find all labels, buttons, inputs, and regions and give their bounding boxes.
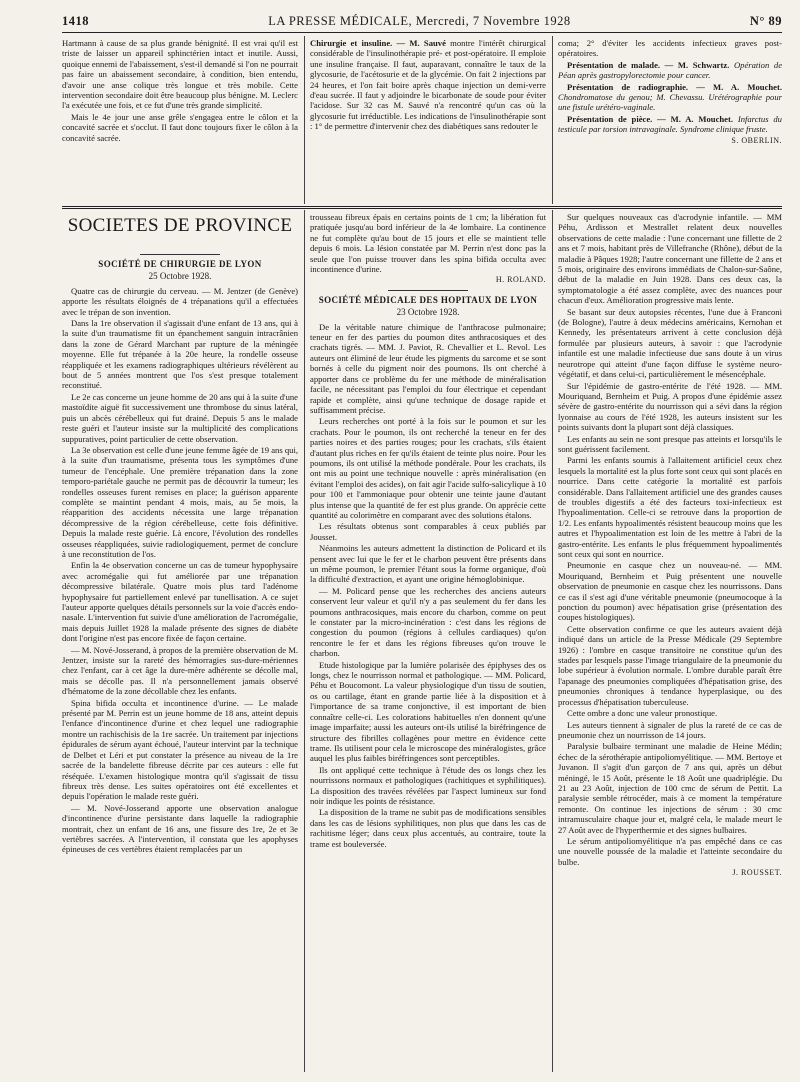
header-rule — [62, 32, 782, 33]
paragraph: Spina bifida occulta et incontinence d'urine. — Le malade présenté par M. Perrin est un jeune homme de 18 ans, atteint depuis l'enfance d'incontinence d'urine et chez lequel une radiographie montre un rachischisis de la 1re sacrée. Un traitement par injections épidurales de sérum ayant échoué, l'auteur intervint par la technique de Delbet et Léri et put constater la présence au niveau de la 1re sacrée de la bandelette fibreuse décrite par ces auteurs : elle fut réséquée. L'examen histologique montra qu'il s'agissait de tissu fibreux très dense. Les suites opératoires ont été excellentes et depuis l'opération le malade reste guéri. — [62, 697, 298, 802]
paragraph: coma; 2° d'éviter les accidents infectieux graves post-opératoires. — [558, 38, 782, 59]
paragraph: montre l'intérêt chirurgical considérable de l'insulinothérapie pré- et post-opératoire. Il emploie une insuline française. Il faut, auparavant, connaître le taux de la glycosurie, de l'acétosurie et de la glycémie. On fait 2 injections par 24 heures, et l'on fait boire après chaque injection un demi-verre d'eau sucrée. Il faut y adjoindre le bicarbonate de soude pour éviter l'acidose. Sur 32 cas M. Sauvé n'a rencontré qu'un cas où la glycosurie fut irréductible. Les indications de l'insulinothérapie sont : 1° de permettre d'intervenir chez des diabétiques sans redouter le — [310, 38, 546, 132]
top-column-1 — [62, 38, 298, 144]
article-title: Présentation de pièce. — M. A. Mouchet. — [567, 113, 733, 124]
paragraph: Dans la 1re observation il s'agissait d'une enfant de 13 ans, qui à la suite d'un traumatisme fit un épanchement sanguin intracrânien dans la zone de Gérard Marchant par rupture de la méningée moyenne. Elle fut trépanée à la 20e heure, la rondelle osseuse réappliquée et les examens radiographiques ultérieurs révélèrent au bout de 5 années montrent que l'os s'est presque totalement reconstitué. — [62, 318, 298, 391]
column-rule — [552, 36, 553, 204]
signature: H. ROLAND. — [495, 275, 546, 285]
paragraph: — M. Policard pense que les recherches des anciens auteurs conservent leur valeur et qu'il n'y a pas seulement du fer dans les poumons anthracosiques, mais encore du charbon, comme on peut le constater par la micro-incinération : c'est dans les régions de congestion du poumon (régions à cellules cardiaques) qu'on rencontre le fer et dans les régions fibreuses qu'on trouve le charbon. — [310, 585, 546, 659]
paragraph: Néanmoins les auteurs admettent la distinction de Policard et ils pensent avec lui que le fer et le charbon peuvent être présents dans un même poumon, le premier l'étant sous la forme organique, d'où la difficulté d'extraction, et ayant une origine hémoglobinique. — [310, 543, 546, 585]
paragraph: Le sérum antipoliomyélitique n'a pas empêché dans ce cas une nouvelle poussée de la maladie et l'atteinte secondaire du bulbe. — [558, 835, 782, 867]
paragraph: Cette ombre a donc une valeur pronostique. — [567, 708, 718, 719]
paragraph: Sur l'épidémie de gastro-entérite de l'été 1928. — MM. Mouriquand, Bernheim et Puig. A propos d'une épidémie assez sévère de gastro-entérite du nourrisson qui a sévi dans la région lyonnaise au cours de l'été 1928, les auteurs insistent sur les points suivants dont la plupart sont déjà classiques. — [558, 380, 782, 433]
publication-line: LA PRESSE MÉDICALE, Mercredi, 7 Novembre 1928 — [268, 13, 571, 28]
paragraph: Etude histologique par la lumière polarisée des épiphyses des os longs, chez le nourrisson normal et pathologique. — MM. Policard, Péhu et Boucomont. La valeur physiologique d'un tissu de soutien, os ou cartilage, étant en grande partie liée à la disposition et à l'importance de sa trame conjonctive, il est important de bien connaître celle-ci. Les colorations habituelles n'en donnent qu'une image imparfaite; aussi les auteurs ont-ils utilisé la biréfringence de structure des fibrilles collagènes pour mettre en évidence cette trame. Ils utilisent pour cela le microscope des minéralogistes, grâce auquel les plus faibles biréfringences sont perceptibles. — [310, 659, 546, 764]
paragraph: La disposition de la trame ne subit pas de modifications sensibles dans les cas de lésions syphilitiques, non plus que dans les cas de rachitisme léger; dans ceux plus accentués, au contraire, toute la trame est bouleversée. — [310, 807, 546, 849]
paragraph: Quatre cas de chirurgie du cerveau. — M. Jentzer (de Genève) apporte les résultats éloignés de 4 trépanations qu'il a effectuées avec le trépan de son invention. — [62, 285, 298, 317]
issue-number: N° 89 — [749, 13, 782, 28]
paragraph: Enfin la 4e observation concerne un cas de tumeur hypophysaire avec acromégalie qui fut améliorée par une trépanation décompressive bilatérale. Quatre mois plus tard l'adénome hypophysaire fut partiellement enlevé par tunellisation. A ce sujet l'auteur apporte quelques détails personnels sur la voie d'accès endo-nasale. L'intervention fut suivie d'une amélioration de l'acromégalie, mais depuis Juillet 1928 la malade présente des signes de diabète dont l'origine n'est pas encore fixée de façon certaine. — [62, 560, 298, 644]
paragraph: Leurs recherches ont porté à la fois sur le poumon et sur les crachats. Pour le poumon, ils ont recherché la teneur en fer des parties noires et des parties rouges; pour les crachats, s'ils étaient d'autant plus riches en fer qu'ils étaient de teinte plus noire. Pour les poumons, ils ont utilisé la méthode pondérale. Pour les crachats, ils ont mis au point une technique nouvelle : après minéralisation (en évitant l'emploi des acides), on fait agir l'acide sulfo-salicylique à 10 pour 100 et l'ammoniaque pour obtenir une teinte jaune d'autant plus intense que la quantité de fer est plus grande. On apprécie cette quantité au colorimètre en comparant avec des solutions étalons. — [310, 416, 546, 520]
society-heading: SOCIÉTÉ MÉDICALE DES HOPITAUX DE LYON — [318, 294, 538, 305]
column-3 — [558, 212, 782, 881]
article-title: Chirurgie et insuline. — M. Sauvé — [310, 38, 446, 48]
paragraph: Mais le 4e jour une anse grêle s'engagea entre le côlon et la concavité sacrée et s'occlut. Il faut donc toujours fixer le côlon à la concavité sacrée. — [62, 111, 298, 143]
article-title: Présentation de radiographie. — M. A. Mouchet. — [567, 81, 782, 92]
paragraph: Paralysie bulbaire terminant une maladie de Heine Médin; échec de la sérothérapie antipoliomyélitique. — MM. Bertoye et Juvanon. Il s'agit d'un garçon de 7 ans qui, après un début méningé, le 15 Août, présente le 18 Août une quadriplégie. Du 21 au 23 Août, injection de 100 cmc de sérum de Pettit. La paralysie semble rétrocéder, mais à ce moment la température remonte. On continue les injections de sérum : 30 cmc intramusculaire chaque jour et, malgré cela, le malade meurt le 27 Août avec de l'hyperthermie et des signes bulbaires. — [558, 741, 782, 835]
top-column-3 — [558, 38, 782, 148]
paragraph: Les auteurs tiennent à signaler de plus la rareté de ce cas de pneumonie chez un nourrisson de 14 jours. — [558, 719, 782, 740]
page-header — [62, 10, 782, 32]
column-rule — [552, 210, 553, 1072]
paragraph: Parmi les enfants soumis à l'allaitement artificiel ceux chez lesquels la mortalité est la plus forte sont ceux qui sont placés en nourrice. Dans cette catégorie la mortalité est parfois considérable. Dans l'allaitement artificiel une des grandes causes de troubles digestifs a été des facteurs toxi-infectieux est l'hypoalimentation. Celle-ci se retrouve dans la proportion de 1/2. Les enfants hypoalimentés résistent beaucoup moins que les autres et l'hypoalimentation est loin de les mettre à l'abri de la gastro-entérite. Les enfants le plus fréquemment hypoalimentés sont ceux qui sont en nourrice. — [558, 455, 782, 559]
top-column-2 — [310, 38, 546, 133]
section-title: SOCIETES DE PROVINCE — [67, 215, 293, 236]
paragraph: trousseau fibreux épais en certains points de 1 cm; la libération fut pratiquée jusqu'au bord inférieur de la 4e lombaire. La continence ne fut complète qu'au bout de 15 jours et elle se maintient telle depuis 6 mois. La lésion constatée par M. Perrin n'est donc pas la seule que l'on puisse trouver dans les spina bifida occulta avec incontinence d'urine. — [310, 212, 546, 275]
page-number: 1418 — [62, 13, 89, 28]
paragraph: Les enfants au sein ne sont presque pas atteints et lorsqu'ils le sont guérissent facilement. — [558, 433, 782, 454]
paragraph: Opération de Péan après gastropylorectomie pour cancer. — [558, 59, 783, 81]
paragraph: Ils ont appliqué cette technique à l'étude des os longs chez les nourrissons normaux et pathologiques (rachitiques et syphilitiques). La disposition des travées révélées par l'aspect lumineux sur fond noir indique les points de résistance. — [310, 764, 546, 806]
paragraph: Le 2e cas concerne un jeune homme de 20 ans qui à la suite d'une mastoïdite aiguë fit successivement une thrombose du sinus latéral, puis un abcès cérébelleux qui fut drainé. Depuis 5 ans le malade reste guéri et l'auteur insiste sur la multiplicité des complications suppuratives, point particulier de cette observation. — [62, 391, 298, 444]
paragraph: Les résultats obtenus sont comparables à ceux publiés par Jousset. — [310, 521, 546, 542]
society-heading: SOCIÉTÉ DE CHIRURGIE DE LYON — [98, 259, 262, 269]
divider — [388, 290, 468, 291]
paragraph: Infarctus du testicule par torsion intravaginale. Syndrome clinique fruste. — [558, 113, 782, 135]
column-rule — [304, 210, 305, 1072]
signature: J. ROUSSET. — [732, 868, 782, 878]
newspaper-page — [62, 10, 782, 1074]
column-1 — [62, 250, 298, 856]
signature: S. OBERLIN. — [731, 135, 782, 145]
column-rule — [304, 36, 305, 204]
paragraph: Pneumonie en casque chez un nouveau-né. — MM. Mouriquand, Bernheim et Puig présentent une nouvelle observation de pneumonie en casque chez les nourrissons. Dans ce cas il s'est agi d'une véritable pneumonie (pneumocoque à la ponction du poumon) avec hépatisation grise (présentation des coupes histologiques). — [558, 560, 782, 623]
article-title: Présentation de malade. — M. Schwartz. — [567, 59, 730, 70]
paragraph: Chondromatose du genou; M. Chevassu. Urétérographie pour une fistule urétéro-vaginale. — [558, 92, 782, 113]
section-rule — [62, 206, 782, 209]
paragraph: Sur quelques nouveaux cas d'acrodynie infantile. — MM Péhu, Ardisson et Mestrallet relatent deux nouvelles observations de cette maladie : l'une concernant une fillette de 2 ans et 7 mois, habitant près de Villefranche (Rhône), début de la maladie à Pâques 1928; l'autre concernant une fillette de 2 ans et 5 mois, originaire des environs immédiats de Chalon-sur-Saône, début de la maladie en Juin 1928. Dans ces deux cas, la symptomatologie a été assez complète, avec des nuances pour chacun d'eux. Amélioration progressive mais lente. — [558, 212, 782, 306]
paragraph: Se basant sur deux autopsies récentes, l'une due à Franconi (de Bologne), l'autre à deux médecins américains, Kernohan et Kennedy, les présentateurs arrivent à cette conclusion déjà formulée par plusieurs auteurs, à savoir : que l'acrodynie infantile est une maladie infectieuse due sans doute à un virus neurotrope qui atteint d'une façon diffuse le système neuro-végétatif, et dans celui-ci, particulièrement le mésencéphale. — [558, 306, 782, 380]
divider — [140, 254, 220, 255]
paragraph: De la véritable nature chimique de l'anthracose pulmonaire; teneur en fer des parties du poumon dites anthracosiques et des crachats tigrés. — MM. J. Paviot, R. Chevallier et L. Revol. Les auteurs ont éliminé de leur étude les pigments du sarcome et se sont bornés à celle du pigment noir des poumons. Ils ont cherché à apporter dans ce problème du fer une méthode de minéralisation facile, ne nécessitant pas l'emploi du four électrique et cependant rapide et complète, ainsi qu'une technique de dosage rapide et suffisamment précise. — [310, 321, 546, 415]
paragraph: Cette observation confirme ce que les auteurs avaient déjà indiqué dans un article de la Presse Médicale (29 Septembre 1926) : l'ombre en casque transitoire ne constitue qu'un des stades par lesquels passe l'image triangulaire de la pneumonie du lobe supérieur à évolution normale. L'ombre durable paraît être l'apanage des pneumonies compliquées d'hépatisation grise, des pneumonies chroniques à tendance hyperplasique, ou des processus d'hépatisation tuberculeuse. — [558, 623, 782, 707]
paragraph: Hartmann à cause de sa plus grande bénignité. Il est vrai qu'il est triste de laisser un appareil sphinctérien intact et inutile. Aussi, quoique ennemi de l'abaissement, s'est-il demandé si l'on ne pourrait pas faire un abaissement secondaire, à condition, bien entendu, d'avoir une anse colique très longue et très mobile. Cette intervention secondaire doit être beaucoup plus bénigne. M. Leclerc l'a exécutée une fois, et ce fut d'une très grande simplicité. — [62, 38, 298, 111]
paragraph: La 3e observation est celle d'une jeune femme âgée de 19 ans qui, à la suite d'un traumatisme, présenta tous les symptômes d'une tumeur de l'encéphale. Une première trépanation dans la zone temporo-pariétale gauche ne permit pas de découvrir la tumeur; les rondelles osseuses furent remises en place; la guérison apparente complète se maintint pendant 4 mois, mais, au 5e mois, la réapparition des accidents nécessita une large trépanation décompressive de la région cérébelleuse, cette fois définitive. Depuis la malade reste guérie. Là encore, l'évolution des rondelles osseuses réappliquées, suivie radiologiquement, permet de conclure à une reconstitution de l'os. — [62, 444, 298, 559]
paragraph: — M. Nové-Josserand apporte une observation analogue d'incontinence d'urine persistante dans laquelle la radiographie montrait, chez un enfant de 16 ans, une fissure des 1re, 2e et 3e vertèbres sacrées. A l'intervention, il constata que les apophyses épineuses de ces vertèbres étaient remplacées par un — [62, 802, 298, 855]
paragraph: — M. Nové-Josserand, à propos de la première observation de M. Jentzer, insiste sur la rareté des hémorragies sus-dure-mériennes chez l'enfant, car à cet âge la dure-mère adhérente se décolle mal, mais se décolle pas. Il n'a personnellement jamais observé d'hématome de la zone décollable chez les enfants. — [62, 644, 298, 697]
session-date: 25 Octobre 1928. — [148, 271, 212, 282]
column-2 — [310, 212, 546, 850]
session-date: 23 Octobre 1928. — [396, 307, 460, 318]
